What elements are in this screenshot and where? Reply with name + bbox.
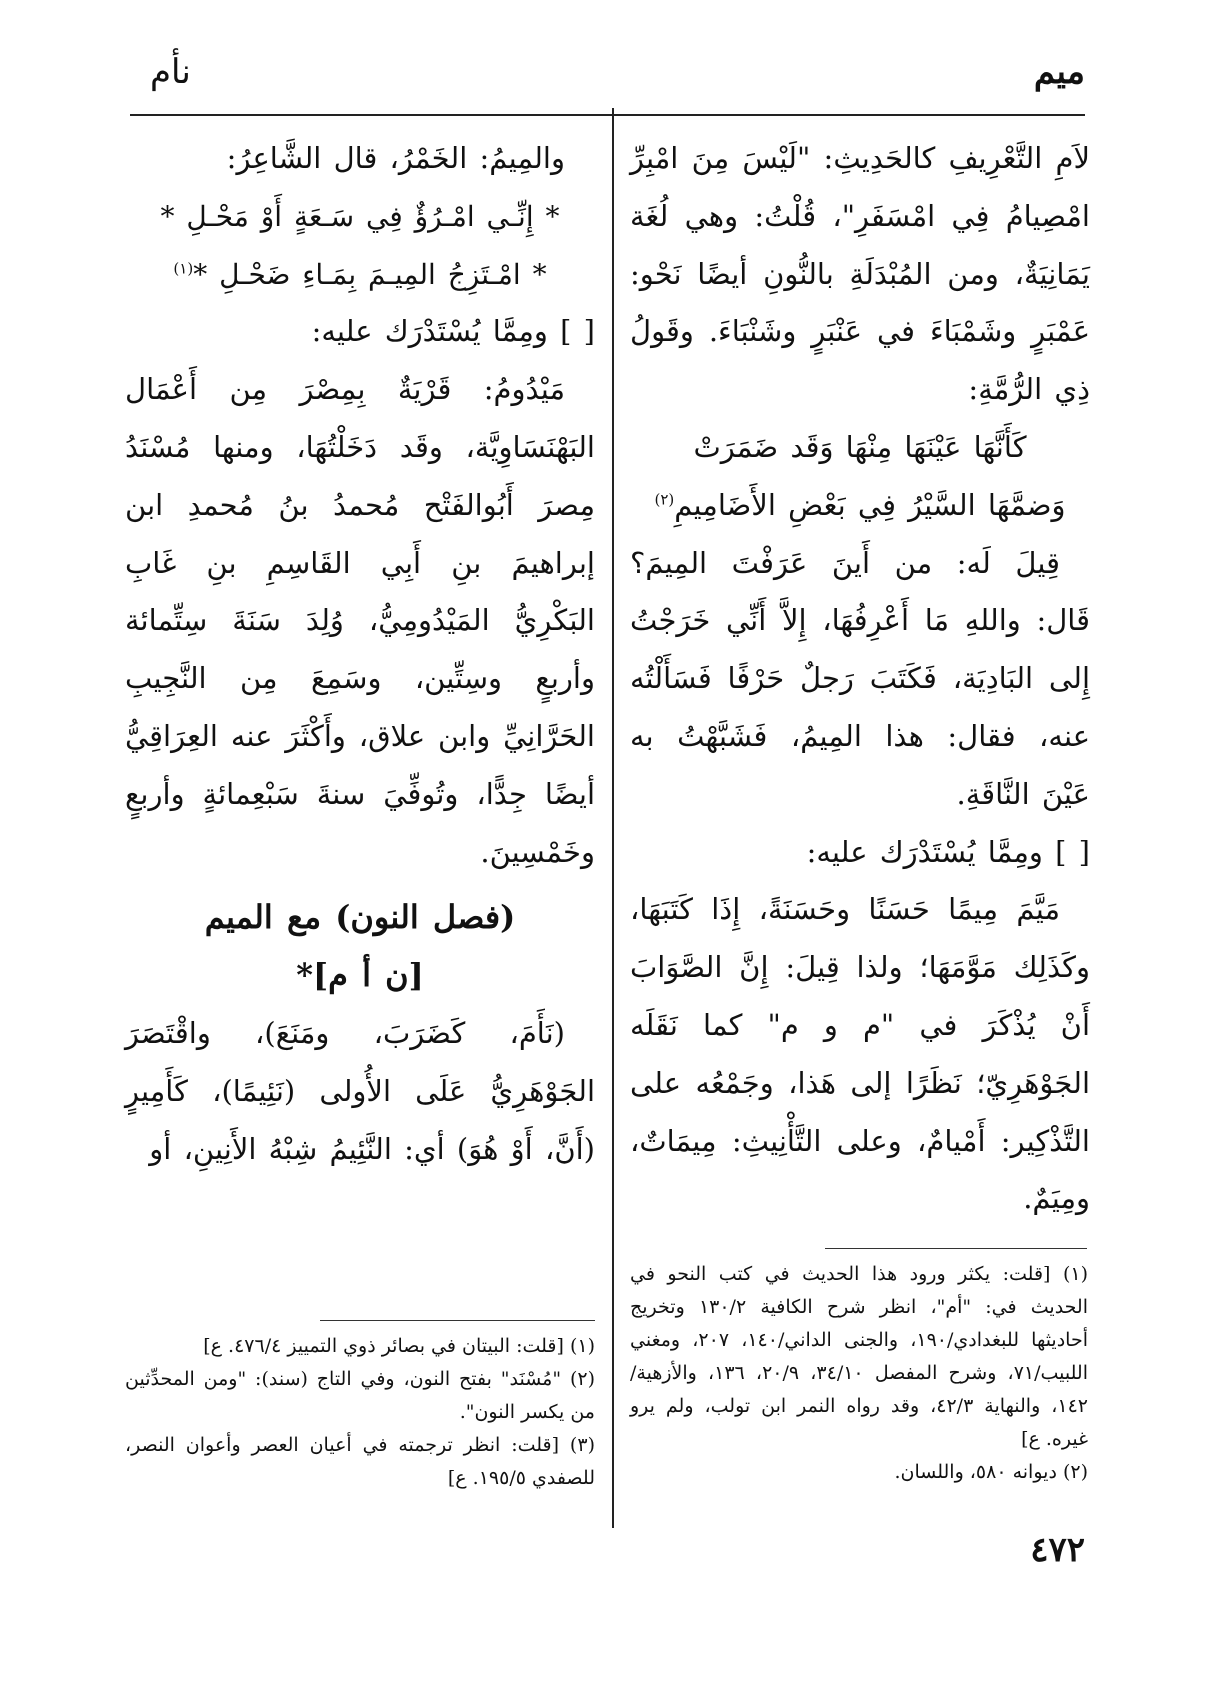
- left-text-3: (نَأَمَ، كَضَرَبَ، ومَنَعَ)، واقْتَصَرَ الجَوْهَرِيُّ عَلَى الأُولى (نَئِيمًا)، كَأَمِيرٍ (أَنَّ، أَوْ هُوَ) أي: النَّئِيمُ شِبْهُ الأَنِينِ، أو: [125, 1015, 595, 1166]
- section-title: [125, 889, 595, 947]
- footnote: (٢) "مُسْنَد" بفتح النون، وفي التاج (سند): "ومن المحدِّثين من يكسر النون".: [125, 1368, 595, 1423]
- right-paragraph-2: [630, 535, 1090, 824]
- left-verse-1: [125, 188, 595, 246]
- footnotes-right: [630, 1258, 1088, 1489]
- right-verse-1: [630, 419, 1090, 477]
- left-paragraph-1: [125, 130, 595, 188]
- page-number: ٤٧٢: [1030, 1530, 1085, 1570]
- right-text-3: مَيَّمَ مِيمًا حَسَنًا وحَسَنَةً، إِذَا كَتَبَهَا، وكَذَلِك مَوَّمَهَا؛ ولذا قِيلَ: إِنَّ الصَّوَابَ أَنْ يُذْكَرَ في "م و م" كما نَقَلَه الجَوْهَرِيّ؛ نَظَرًا إلى هَذا، وجَمْعُه على التَّذْكِير: أَمْيامٌ، وعلى التَّأْنِيثِ: مِيمَاتٌ، ومِيَمٌ.: [630, 892, 1091, 1216]
- right-paragraph-3: [630, 881, 1090, 1228]
- verse-line: وَضمَّهَا السَّيْرُ فِي بَعْضِ الأَضَامِيمِ: [674, 487, 1066, 522]
- right-column: [630, 130, 1090, 1228]
- footnote-mark: (٢): [654, 490, 675, 509]
- left-supplement-heading: [125, 303, 595, 361]
- right-verse-2: [630, 477, 1090, 535]
- verse-line: كَأَنَّهَا عَيْنَهَا مِنْهَا وَقَد ضَمَرَتْ: [693, 429, 1027, 464]
- section-title-text: (فصل النون) مع الميم: [204, 898, 516, 937]
- supplement-heading: [ ] ومِمَّا يُسْتَدْرَك عليه:: [806, 834, 1090, 869]
- footnote-mark: (١): [173, 259, 194, 278]
- left-verse-2: [125, 246, 595, 304]
- right-text-2: قِيلَ لَه: من أَينَ عَرَفْتَ المِيمَ؟ قَال: واللهِ مَا أَعْرِفُهَا، إِلاَّ أَنِّي خَرَجْتُ إِلى البَادِيَة، فَكَتَبَ رَجلٌ حَرْفًا فَسَأَلْتُه عنه، فقال: هذا المِيمُ، فَشَبَّهْتُ به عَيْنَ النَّاقَةِ.: [630, 545, 1090, 811]
- entry-root-text: [ن أ م]*: [296, 956, 424, 995]
- column-divider: [612, 108, 614, 1528]
- left-text-2: مَيْدُومُ: قَرْيَةٌ بِمِصْرَ مِن أَعْمَال البَهْنَسَاوِيَّة، وقَد دَخَلْتُهَا، ومنها مُسْنَدُ مِصرَ أَبُوالفَتْح مُحمدُ بنُ مُحمدِ ابن إبراهيمَ بنِ أَبِي القَاسِمِ بنِ غَابِ البَكْرِيُّ المَيْدُومِيُّ، وُلِدَ سَنَةَ سِتِّمائة وأربعٍ وسِتِّين، وسَمِعَ مِن النَّجِيبِ الحَرَّانِيِّ وابن علاق، وأَكْثَرَ عنه العِرَاقِيُّ أيضًا جِدًّا، وتُوفِّيَ سنةَ سَبْعِمائةٍ وأربعٍ وخَمْسِينَ.: [125, 372, 595, 869]
- verse-line: * امْـتَزِجُ المِيـمَ بِمَـاءِ ضَحْـلِ *: [193, 257, 547, 291]
- header-right-word: ميم: [1033, 52, 1085, 92]
- verse-line: * إِنِّـي امْـرُؤٌ فِي سَـعَةٍ أَوْ مَحْـلِ *: [160, 199, 560, 233]
- footnote-rule-left: [320, 1320, 595, 1321]
- footnote: (١) [قلت: البيتان في بصائر ذوي التمييز ٤٧٦/٤. ع]: [203, 1335, 595, 1357]
- footnote: (٣) [قلت: انظر ترجمته في أعيان العصر وأعوان النصر، للصفدي ١٩٥/٥. ع]: [125, 1434, 595, 1489]
- left-text-1: والمِيمُ: الخَمْرُ، قال الشَّاعِرُ:: [226, 141, 565, 175]
- right-paragraph-1: [630, 130, 1090, 419]
- header-rule: [130, 114, 1085, 116]
- left-paragraph-3: [125, 1005, 595, 1178]
- right-text-1: لاَمِ التَّعْرِيفِ كالحَدِيثِ: "لَيْسَ مِنَ امْبِرِّ امْصِيامُ فِي امْسَفَرِ"، قُلْتُ: وهي لُغَة يَمَانِيَةٌ، ومن المُبْدَلَةِ بالنُّونِ أيضًا نَحْو: عَمْبَرٍ وشَمْبَاءَ في عَنْبَرٍ وشَنْبَاءَ. وقَولُ ذِي الرُّمَّةِ:: [630, 141, 1090, 407]
- header-left-word: نأم: [150, 52, 191, 92]
- footnote: (٢) ديوانه ٥٨٠، واللسان.: [894, 1461, 1088, 1483]
- left-column: [125, 130, 595, 1178]
- left-paragraph-2: [125, 361, 595, 881]
- footnote-rule-right: [825, 1248, 1087, 1249]
- supplement-heading: [ ] ومِمَّا يُسْتَدْرَك عليه:: [311, 314, 595, 349]
- footnotes-left: [125, 1330, 595, 1495]
- footnote: (١) [قلت: يكثر ورود هذا الحديث في كتب النحو في الحديث في: "أم"، انظر شرح الكافية ١٣٠/٢ وتخريج أحاديثها للبغدادي/١٩٠، والجنى الداني/١٤٠، ٢٠٧، ومغني اللبيب/٧١، وشرح المفصل ٣٤/١٠، ٢٠/٩، ١٣٦، والأزهية/١٤٢، والنهاية ٤٢/٣، وقد رواه النمر ابن تولب، ولم يرو غيره. ع]: [630, 1263, 1088, 1450]
- right-supplement-heading: [630, 824, 1090, 882]
- entry-root: [125, 947, 595, 1005]
